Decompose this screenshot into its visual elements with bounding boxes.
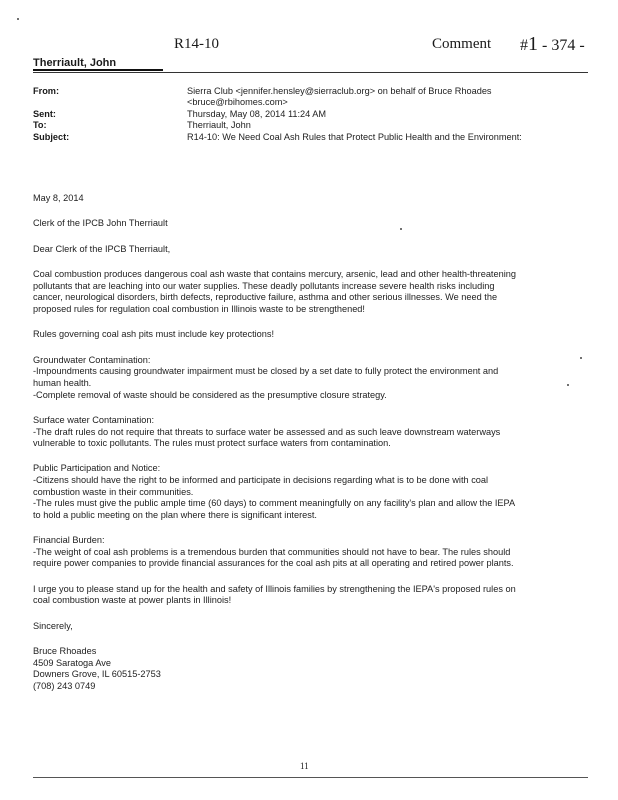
signer-name: Bruce Rhoades: [33, 646, 97, 657]
closing-paragraph: [33, 584, 593, 607]
text-line: -The rules must give the public ample time (60 days) to comment meaningfully on any facility's plan and allow the IEPA: [33, 498, 516, 509]
text-line: pollutants that are leaching into our water supplies. These deadly pollutants increase severe health risks including: [33, 280, 495, 291]
signer-city: Downers Grove, IL 60515-2753: [33, 669, 161, 680]
signature-block: [33, 646, 593, 692]
page-reference: - 374 -: [542, 37, 585, 54]
sender-underline: [33, 69, 163, 71]
footer-rule: [33, 777, 588, 778]
text-line: combustion waste in their communities.: [33, 486, 194, 497]
header-row-subject: [33, 132, 522, 143]
comment-number-prefix: #: [520, 37, 528, 54]
signoff: Sincerely,: [33, 620, 73, 631]
subject-value: R14-10: We Need Coal Ash Rules that Protect Public Health and the Environment:: [187, 131, 522, 142]
sender-name: Therriault, John: [33, 57, 117, 69]
text-line: proposed rules for regulation coal combustion in Illinois waste to be strengthened!: [33, 303, 365, 314]
comment-label: Comment: [432, 36, 492, 52]
scan-speck: [567, 384, 569, 386]
text-line: I urge you to please stand up for the health and safety of Illinois families by strengthening the IEPA's proposed rules on: [33, 583, 516, 594]
to-label: To:: [33, 120, 47, 131]
section-groundwater: [33, 355, 593, 401]
text-line: require power companies to provide financial assurances for the coal ash pits at all operating and retired power plants.: [33, 558, 514, 569]
text-line: human health.: [33, 377, 92, 388]
signer-street: 4509 Saratoga Ave: [33, 657, 111, 668]
from-cont-label: [33, 97, 187, 108]
paragraph-intro: [33, 269, 593, 315]
header-row-to: [33, 120, 522, 131]
signer-phone: (708) 243 0749: [33, 680, 96, 691]
scan-speck: [580, 357, 582, 359]
section-surface-water: [33, 415, 593, 450]
comment-number: [520, 33, 585, 56]
to-value: Therriault, John: [187, 120, 251, 131]
letter-date: May 8, 2014: [33, 193, 84, 203]
letter-body: [33, 193, 593, 706]
section-financial-burden: [33, 535, 593, 570]
from-email-value: <bruce@rbihomes.com>: [187, 97, 288, 108]
section-heading: Financial Burden:: [33, 535, 105, 546]
text-line: cancer, neurological disorders, birth defects, reproductive failure, asthma and other serious illnesses. We need the: [33, 292, 498, 303]
page-number: 11: [300, 761, 309, 771]
sent-value: Thursday, May 08, 2014 11:24 AM: [187, 108, 327, 119]
sent-label: Sent:: [33, 108, 56, 119]
docket-number: R14-10: [174, 36, 219, 52]
section-heading: Surface water Contamination:: [33, 414, 155, 425]
letter-recipient: Clerk of the IPCB John Therriault: [33, 218, 168, 229]
section-heading: Public Participation and Notice:: [33, 463, 161, 474]
header-divider: [33, 72, 588, 73]
scan-speck: [17, 18, 19, 20]
text-line: coal combustion waste at power plants in Illinois!: [33, 595, 232, 606]
text-line: Coal combustion produces dangerous coal ash waste that contains mercury, arsenic, lead and other health-threatening: [33, 269, 516, 280]
header-row-sent: [33, 109, 522, 120]
scan-speck: [400, 228, 402, 230]
header-row-from: [33, 86, 522, 97]
email-header: [33, 86, 522, 143]
header-row-from-cont: [33, 97, 522, 108]
text-line: -The weight of coal ash problems is a tremendous burden that communities should not have to bear. The rules should: [33, 546, 511, 557]
text-line: -Complete removal of waste should be considered as the presumptive closure strategy.: [33, 389, 387, 400]
subject-label: Subject:: [33, 131, 70, 142]
from-value: Sierra Club <jennifer.hensley@sierraclub.org> on behalf of Bruce Rhoades: [187, 86, 492, 96]
text-line: -The draft rules do not require that threats to surface water be assessed and as such leave downstream waterways: [33, 426, 501, 437]
section-public-participation: [33, 463, 593, 521]
comment-number-value: 1: [528, 33, 538, 55]
section-heading: Groundwater Contamination:: [33, 354, 151, 365]
rules-intro: Rules governing coal ash pits must include key protections!: [33, 329, 275, 340]
from-label: From:: [33, 86, 60, 96]
text-line: to hold a public meeting on the plan where there is significant interest.: [33, 509, 317, 520]
text-line: vulnerable to toxic pollutants. The rules must protect surface waters from contamination.: [33, 438, 391, 449]
letter-salutation: Dear Clerk of the IPCB Therriault,: [33, 243, 171, 254]
text-line: -Impoundments causing groundwater impairment must be closed by a set date to fully protect the environment and: [33, 366, 499, 377]
text-line: -Citizens should have the right to be informed and participate in decisions regarding what is to be done with coal: [33, 475, 489, 486]
